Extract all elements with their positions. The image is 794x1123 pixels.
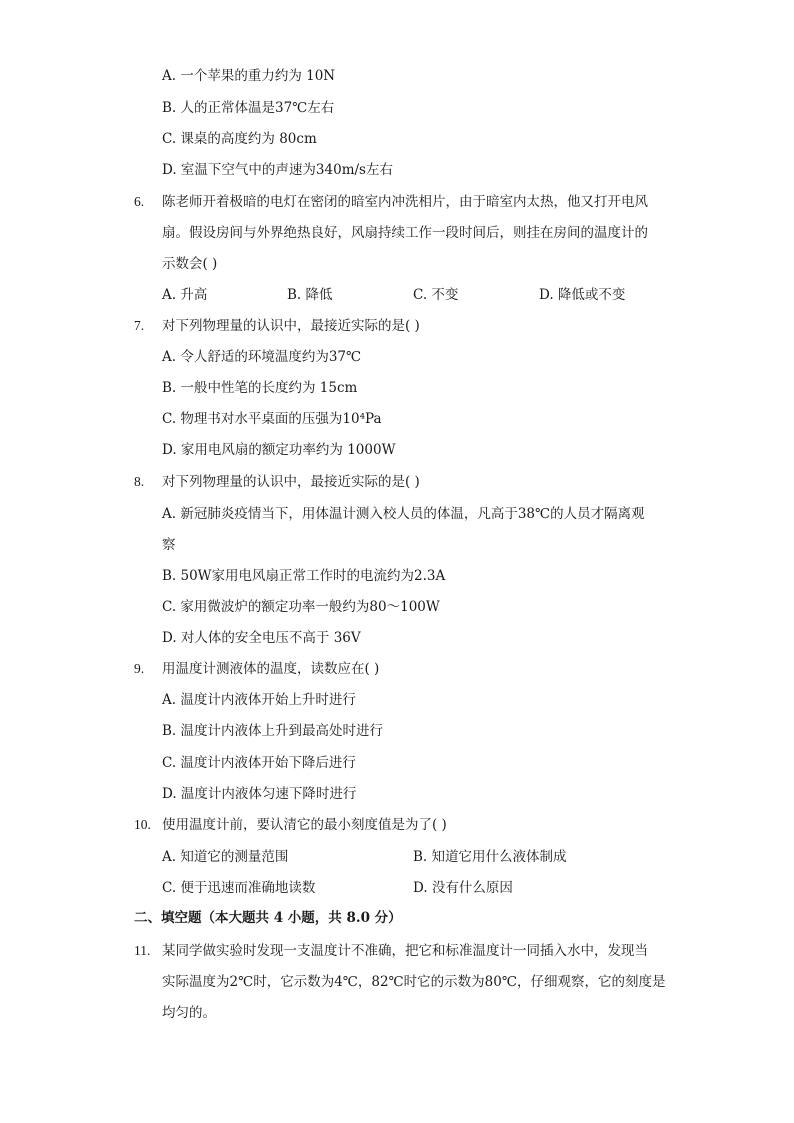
q8-number: 8. <box>134 474 145 489</box>
q11-stem-line-1: 某同学做实验时发现一支温度计不准确，把它和标准温度计一同插入水中，发现当 <box>162 943 648 959</box>
q10-option-b: B. 知道它用什么液体制成 <box>413 849 567 865</box>
q11-stem-line-2: 实际温度为2℃时，它示数为4℃，82℃时它的示数为80℃，仔细观察，它的刻度是 <box>162 974 666 990</box>
q6-stem-line-2: 扇。假设房间与外界绝热良好，风扇持续工作一段时间后，则挂在房间的温度计的 <box>162 225 648 241</box>
q8-option-a-cont: 察 <box>162 537 176 553</box>
q6-stem-line-3: 示数会( ) <box>162 256 218 272</box>
q10-option-c: C. 便于迅速而准确地读数 <box>162 880 316 896</box>
q9-option-d: D. 温度计内液体匀速下降时进行 <box>162 786 357 802</box>
q5-option-b: B. 人的正常体温是37℃左右 <box>162 100 335 116</box>
q6-option-c: C. 不变 <box>413 287 459 303</box>
q7-option-c: C. 物理书对水平桌面的压强为10⁴Pa <box>162 411 382 427</box>
q6-number: 6. <box>134 194 145 209</box>
q8-option-d: D. 对人体的安全电压不高于 36V <box>162 630 361 646</box>
q6-option-a: A. 升高 <box>162 287 208 303</box>
q10-option-d: D. 没有什么原因 <box>413 880 513 896</box>
section-heading-fill-in: 二、填空题（本大题共 4 小题，共 8.0 分） <box>134 910 402 926</box>
q8-option-c: C. 家用微波炉的额定功率一般约为80～100W <box>162 599 440 615</box>
q8-option-a: A. 新冠肺炎疫情当下，用体温计测入校人员的体温，凡高于38℃的人员才隔离观 <box>162 506 645 522</box>
q6-stem-line-1: 陈老师开着极暗的电灯在密闭的暗室内冲洗相片，由于暗室内太热，他又打开电风 <box>162 194 648 210</box>
q8-stem: 对下列物理量的认识中，最接近实际的是( ) <box>162 474 420 490</box>
q9-option-c: C. 温度计内液体开始下降后进行 <box>162 755 356 771</box>
q7-option-a: A. 令人舒适的环境温度约为37℃ <box>162 349 362 365</box>
q5-option-a: A. 一个苹果的重力约为 10N <box>162 68 336 84</box>
q8-option-b: B. 50W家用电风扇正常工作时的电流约为2.3A <box>162 568 446 584</box>
q11-stem-line-3: 均匀的。 <box>162 1005 216 1021</box>
q7-stem: 对下列物理量的认识中，最接近实际的是( ) <box>162 318 420 334</box>
q7-option-d: D. 家用电风扇的额定功率约为 1000W <box>162 442 396 458</box>
q5-option-d: D. 室温下空气中的声速为340m/s左右 <box>162 162 393 178</box>
q10-number: 10. <box>134 817 151 832</box>
q5-option-c: C. 课桌的高度约为 80cm <box>162 131 317 147</box>
q10-stem: 使用温度计前，要认清它的最小刻度值是为了( ) <box>162 817 447 833</box>
q7-option-b: B. 一般中性笔的长度约为 15cm <box>162 380 358 396</box>
q6-option-b: B. 降低 <box>287 287 333 303</box>
q9-option-b: B. 温度计内液体上升到最高处时进行 <box>162 723 384 739</box>
q9-option-a: A. 温度计内液体开始上升时进行 <box>162 692 356 708</box>
q9-stem: 用温度计测液体的温度，读数应在( ) <box>162 661 380 677</box>
q10-option-a: A. 知道它的测量范围 <box>162 849 289 865</box>
q9-number: 9. <box>134 661 145 676</box>
q6-option-d: D. 降低或不变 <box>539 287 626 303</box>
q7-number: 7. <box>134 318 145 333</box>
q11-number: 11. <box>134 943 151 958</box>
